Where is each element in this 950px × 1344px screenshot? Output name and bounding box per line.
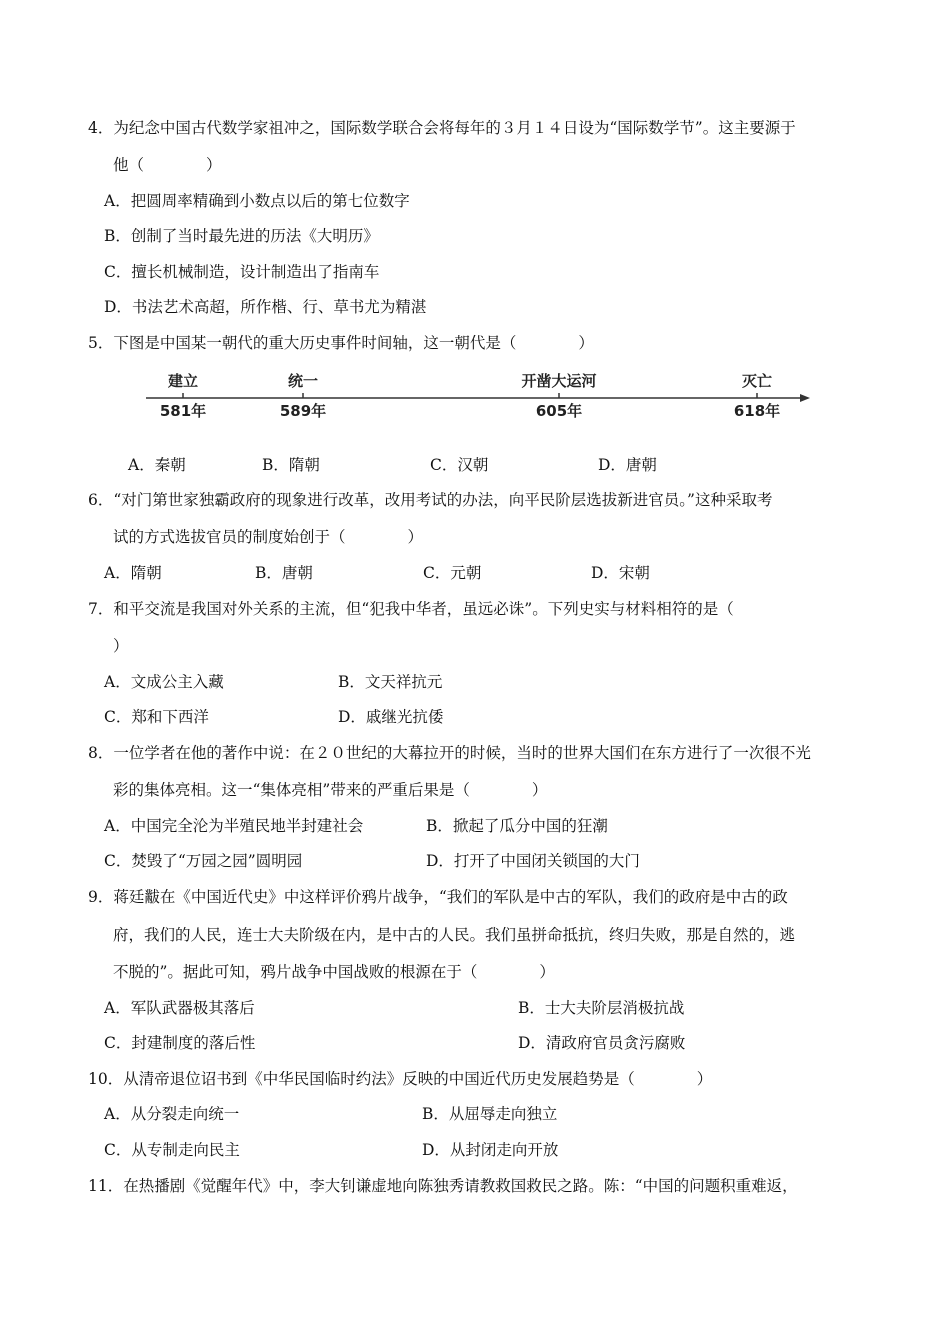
q10-option-c: C．从专制走向民主 xyxy=(104,1141,240,1159)
timeline-event-label-3: 开凿大运河 xyxy=(521,372,597,390)
q9-option-b: B．士大夫阶层消极抗战 xyxy=(518,999,685,1017)
timeline-svg xyxy=(140,366,820,426)
q8-option-d: D．打开了中国闭关锁国的大门 xyxy=(426,852,640,870)
q7-option-b: B．文天祥抗元 xyxy=(338,673,443,691)
q5-option-c: C．汉朝 xyxy=(430,456,489,474)
timeline-arrow xyxy=(800,394,810,402)
timeline-year-2: 589年 xyxy=(279,402,327,420)
q4-stem-line-2: 他（ ） xyxy=(113,156,222,174)
q7-stem-line-1: 7．和平交流是我国对外关系的主流，但“犯我中华者，虽远必诛”。下列史实与材料相符的是（ xyxy=(88,600,734,618)
q9-stem-line-2: 府，我们的人民，连士大夫阶级在内，是中古的人民。我们虽拼命抵抗，终归失败，那是自然的，逃 xyxy=(113,926,796,944)
timeline-event-label-1: 建立 xyxy=(167,372,199,390)
q7-option-c: C．郑和下西洋 xyxy=(104,708,209,726)
q4-option-a: A．把圆周率精确到小数点以后的第七位数字 xyxy=(104,192,410,210)
q11-stem-line-1: 11．在热播剧《觉醒年代》中，李大钊谦虚地向陈独秀请教救国救民之路。陈：“中国的问题积重难返， xyxy=(88,1177,798,1195)
timeline-event-label-4: 灭亡 xyxy=(741,372,773,390)
q9-stem-line-1: 9．蒋廷黻在《中国近代史》中这样评价鸦片战争，“我们的军队是中古的军队，我们的政府是中古的政 xyxy=(88,888,788,906)
q8-option-a: A．中国完全沦为半殖民地半封建社会 xyxy=(104,817,364,835)
timeline-year-4: 618年 xyxy=(733,402,781,420)
q6-stem-line-1: 6．“对门第世家独霸政府的现象进行改革，改用考试的办法，向平民阶层选拔新进官员。”这种采取考 xyxy=(88,491,773,509)
q5-option-d: D．唐朝 xyxy=(598,456,657,474)
q7-option-d: D．戚继光抗倭 xyxy=(338,708,444,726)
q6-option-b: B．唐朝 xyxy=(255,564,313,582)
q6-option-d: D．宋朝 xyxy=(591,564,650,582)
q6-option-c: C．元朝 xyxy=(423,564,482,582)
q6-stem-line-2: 试的方式选拔官员的制度始创于（ ） xyxy=(113,528,424,546)
q9-option-d: D．清政府官员贪污腐败 xyxy=(518,1034,686,1052)
q8-stem-line-2: 彩的集体亮相。这一“集体亮相”带来的严重后果是（ ） xyxy=(113,781,548,799)
q10-stem-line-1: 10．从清帝退位诏书到《中华民国临时约法》反映的中国近代历史发展趋势是（ ） xyxy=(88,1070,713,1088)
q8-option-c: C．焚毁了“万园之园”圆明园 xyxy=(104,852,303,870)
q4-stem-line-1: 4．为纪念中国古代数学家祖冲之，国际数学联合会将每年的３月１４日设为“国际数学节”。这主要源于 xyxy=(88,119,796,137)
q6-option-a: A．隋朝 xyxy=(104,564,162,582)
q8-stem-line-1: 8．一位学者在他的著作中说：在２０世纪的大幕拉开的时候，当时的世界大国们在东方进行了一次很不光 xyxy=(88,744,811,762)
q5-option-a: A．秦朝 xyxy=(128,456,186,474)
q4-option-c: C．擅长机械制造，设计制造出了指南车 xyxy=(104,263,380,281)
timeline-year-1: 581年 xyxy=(159,402,207,420)
q9-stem-line-3: 不脱的”。据此可知，鸦片战争中国战败的根源在于（ ） xyxy=(113,963,555,981)
q5-timeline xyxy=(140,366,820,426)
q4-option-b: B．创制了当时最先进的历法《大明历》 xyxy=(104,227,379,245)
q7-stem-line-2: ） xyxy=(113,637,129,655)
q5-stem-line-1: 5．下图是中国某一朝代的重大历史事件时间轴，这一朝代是（ ） xyxy=(88,334,594,352)
timeline-event-label-2: 统一 xyxy=(287,372,319,390)
q9-option-c: C．封建制度的落后性 xyxy=(104,1034,256,1052)
q7-option-a: A．文成公主入藏 xyxy=(104,673,224,691)
q10-option-a: A．从分裂走向统一 xyxy=(104,1105,240,1123)
q9-option-a: A．军队武器极其落后 xyxy=(104,999,255,1017)
q10-option-b: B．从屈辱走向独立 xyxy=(422,1105,558,1123)
q10-option-d: D．从封闭走向开放 xyxy=(422,1141,559,1159)
q8-option-b: B．掀起了瓜分中国的狂潮 xyxy=(426,817,608,835)
q5-option-b: B．隋朝 xyxy=(262,456,320,474)
timeline-year-3: 605年 xyxy=(535,402,583,420)
q4-option-d: D．书法艺术高超，所作楷、行、草书尤为精湛 xyxy=(104,298,427,316)
